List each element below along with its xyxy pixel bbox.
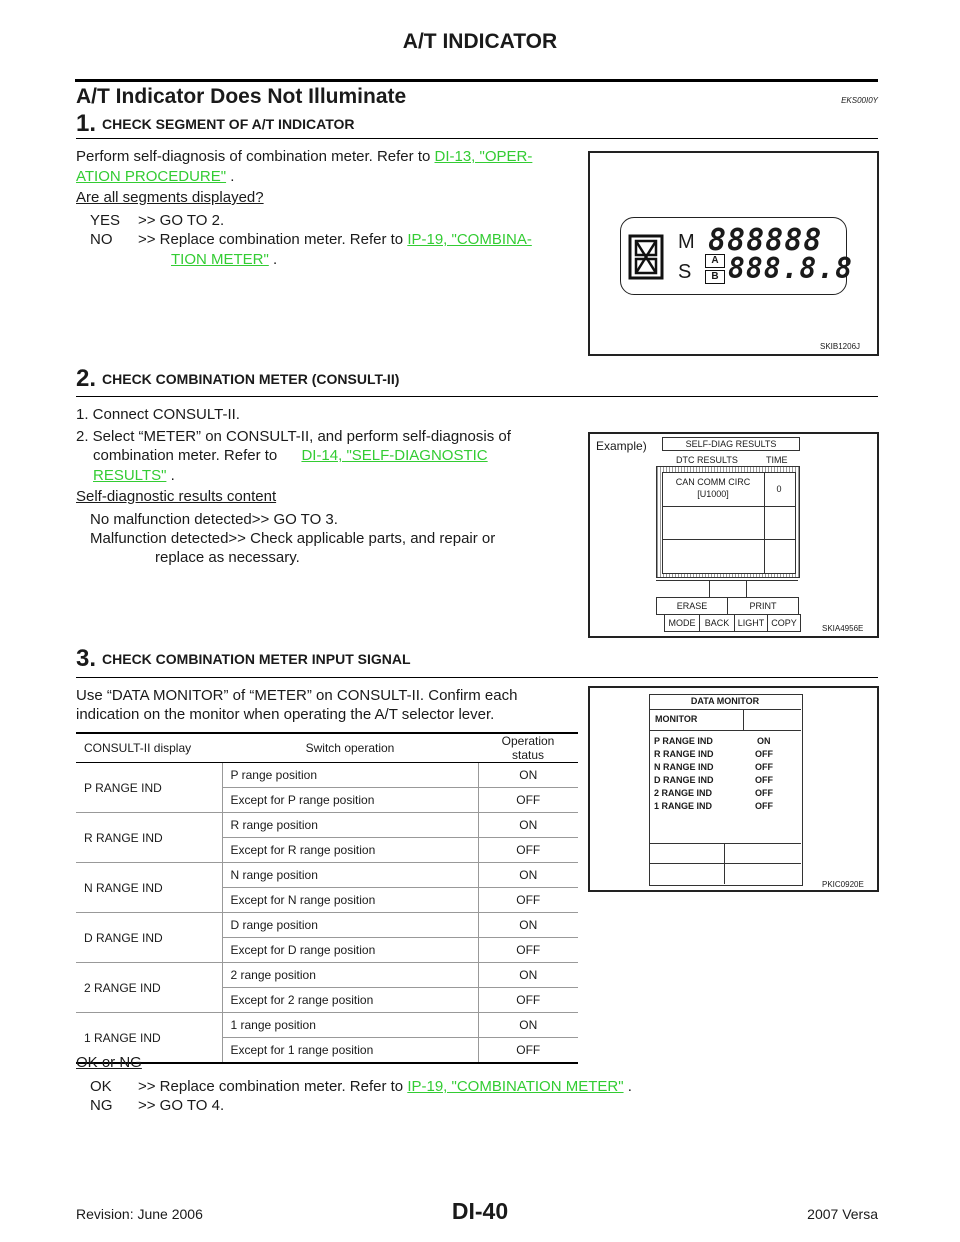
step-3-heading: [76, 645, 411, 673]
page-header-title: A/T INDICATOR: [402, 30, 558, 53]
table-cell-signal: N RANGE IND: [76, 863, 222, 913]
table-cell-status: OFF: [478, 838, 578, 863]
diag-empty-cell-4: [764, 539, 796, 574]
table-cell-switch: 2 range position: [222, 963, 478, 988]
diag-empty-cell-1: [662, 506, 766, 541]
table-cell-switch: Except for R range position: [222, 838, 478, 863]
monitor-title: DATA MONITOR: [690, 696, 760, 706]
monitor-item-name: 1 RANGE IND: [654, 801, 713, 811]
step-1-text-end: .: [226, 168, 235, 185]
step-3-ok-text: [138, 1077, 632, 1097]
table-cell-status: ON: [478, 863, 578, 888]
monitor-item-value: OFF: [755, 775, 773, 785]
table-cell-status: OFF: [478, 788, 578, 813]
diag-dtc-code: [U1000]: [697, 489, 729, 499]
figure-3-code: PKIC0920E: [822, 880, 864, 889]
step-2-item-2-cont: [93, 446, 581, 486]
step-1-yes-key: YES: [90, 212, 121, 229]
link-di13[interactable]: DI-13, "OPER-: [434, 148, 533, 165]
diag-empty-cell-3: [662, 539, 766, 574]
step-1-question: Are all segments displayed?: [76, 189, 264, 206]
monitor-item-name: 2 RANGE IND: [654, 788, 713, 798]
table-cell-status: OFF: [478, 1038, 578, 1064]
table-row: [76, 863, 578, 888]
monitor-button-rule: [649, 843, 801, 844]
step-2-rule: [76, 396, 878, 397]
monitor-item-name: R RANGE IND: [654, 749, 714, 759]
section-code: EKS00I0Y: [841, 96, 878, 105]
table-row: [76, 813, 578, 838]
step-2-ok-text: No malfunction detected>> GO TO 3.: [90, 511, 338, 528]
step-1-rule: [76, 138, 878, 139]
step-2-title: CHECK COMBINATION METER (CONSULT-II): [102, 371, 400, 387]
diag-col-dtc: DTC RESULTS: [676, 455, 738, 465]
table-cell-status: ON: [478, 1013, 578, 1038]
monitor-button-rule-2: [649, 863, 801, 864]
figure-2-code: SKIA4956E: [822, 624, 864, 633]
diag-copy-button[interactable]: COPY: [767, 614, 801, 632]
table-cell-signal: D RANGE IND: [76, 913, 222, 963]
table-row: [76, 763, 578, 788]
step-2-number: 2.: [76, 365, 97, 392]
step-3-ng-text: >> GO TO 4.: [138, 1097, 225, 1114]
diag-back-button[interactable]: BACK: [699, 614, 735, 632]
table-cell-switch: 1 range position: [222, 1013, 478, 1038]
table-cell-status: ON: [478, 913, 578, 938]
table-row: [76, 963, 578, 988]
step-1-title: CHECK SEGMENT OF A/T INDICATOR: [102, 116, 355, 132]
step-3-text: Use “DATA MONITOR” of “METER” on CONSULT-II. Confirm each: [76, 687, 518, 704]
meter-s-label: S: [678, 261, 692, 283]
step-1-text: [76, 147, 581, 187]
table-cell-status: ON: [478, 813, 578, 838]
monitor-item-name: D RANGE IND: [654, 775, 714, 785]
step-3-rule: [76, 677, 878, 678]
step-1-heading: [76, 110, 355, 138]
step-3-text-cont: indication on the monitor when operating the A/T selector lever.: [76, 706, 495, 723]
table-cell-status: OFF: [478, 888, 578, 913]
step-2-ng-text-cont: replace as necessary.: [155, 549, 300, 566]
diag-time-value: 0: [776, 484, 782, 494]
table-header-switch: Switch operation: [222, 733, 478, 763]
table-cell-switch: Except for P range position: [222, 788, 478, 813]
table-cell-switch: D range position: [222, 913, 478, 938]
diag-title: SELF-DIAG RESULTS: [662, 437, 800, 451]
meter-b-badge: B: [705, 270, 725, 284]
monitor-rule: [649, 709, 801, 710]
table-cell-signal: 2 RANGE IND: [76, 963, 222, 1013]
diag-empty-cell-2: [764, 506, 796, 541]
step-1-text-body: Perform self-diagnosis of combination meter. Refer to: [76, 148, 435, 165]
monitor-button-divider: [724, 843, 725, 884]
link-ip19-a-cont[interactable]: TION METER": [171, 251, 269, 268]
table-cell-status: OFF: [478, 988, 578, 1013]
figure-2-example: Example): [596, 439, 647, 453]
table-cell-switch: R range position: [222, 813, 478, 838]
footer-page-number: DI-40: [451, 1198, 509, 1224]
step-2-item-2-end: .: [166, 467, 175, 484]
footer-revision: Revision: June 2006: [76, 1206, 203, 1222]
meter-top-digits: 888888: [708, 223, 823, 258]
table-row: [76, 1013, 578, 1038]
table-cell-signal: R RANGE IND: [76, 813, 222, 863]
table-header-status: Operation status: [478, 733, 578, 763]
step-1-no-key: NO: [90, 231, 113, 248]
table-row: [76, 913, 578, 938]
diag-light-button[interactable]: LIGHT: [734, 614, 768, 632]
table-header-display: CONSULT-II display: [76, 733, 222, 763]
step-2-ng-text: Malfunction detected>> Check applicable parts, and repair or: [90, 530, 496, 547]
table-cell-switch: Except for D range position: [222, 938, 478, 963]
diag-col-time: TIME: [766, 455, 788, 465]
monitor-item-value: ON: [757, 736, 771, 746]
monitor-divider: [743, 709, 744, 730]
monitor-item-value: OFF: [755, 749, 773, 759]
diag-dtc-name: CAN COMM CIRC: [675, 477, 751, 487]
diag-erase-button[interactable]: ERASE: [656, 597, 728, 615]
monitor-item-value: OFF: [755, 788, 773, 798]
step-2-item-2-body: combination meter. Refer to: [93, 447, 282, 464]
monitor-item-value: OFF: [755, 801, 773, 811]
monitor-item-name: N RANGE IND: [654, 762, 714, 772]
monitor-rule-2: [649, 730, 801, 731]
step-3-ok-body: >> Replace combination meter. Refer to: [138, 1078, 408, 1095]
table-header-row: [76, 733, 578, 763]
step-2-item-2: 2. Select “METER” on CONSULT-II, and perform self-diagnosis of: [76, 428, 511, 445]
step-2-item-1: 1. Connect CONSULT-II.: [76, 406, 240, 423]
meter-bottom-digits: 888.8.8: [728, 252, 854, 285]
step-1-no-body: >> Replace combination meter. Refer to: [138, 231, 408, 248]
step-3-ng-key: NG: [90, 1097, 113, 1114]
link-ip19-a[interactable]: IP-19, "COMBINA-: [407, 231, 532, 248]
table-cell-status: ON: [478, 763, 578, 788]
header-rule: [75, 79, 878, 82]
gear-segment-icon: [628, 234, 666, 282]
table-cell-switch: Except for 1 range position: [222, 1038, 478, 1064]
footer-model: 2007 Versa: [807, 1206, 878, 1222]
step-1-no-text: [138, 230, 583, 270]
step-3-title: CHECK COMBINATION METER INPUT SIGNAL: [102, 651, 411, 667]
diag-mode-button[interactable]: MODE: [664, 614, 700, 632]
monitor-label: MONITOR: [655, 714, 698, 724]
step-2-heading: [76, 365, 399, 393]
meter-a-badge: A: [705, 254, 725, 268]
table-cell-status: ON: [478, 963, 578, 988]
step-3-result: OK or NG: [76, 1054, 142, 1071]
table-cell-signal: P RANGE IND: [76, 763, 222, 813]
figure-1-code: SKIB1206J: [820, 342, 861, 351]
table-cell-switch: Except for 2 range position: [222, 988, 478, 1013]
meter-m-label: M: [678, 231, 695, 253]
link-ip19-b[interactable]: IP-19, "COMBINATION METER": [407, 1078, 624, 1095]
step-1-no-end: .: [268, 251, 278, 268]
link-di14[interactable]: DI-14, "SELF-DIAGNOSTIC: [301, 447, 488, 464]
step-2-subheading: Self-diagnostic results content: [76, 488, 277, 505]
step-3-ok-end: .: [623, 1078, 632, 1095]
step-1-number: 1.: [76, 110, 97, 137]
step-3-ok-key: OK: [90, 1078, 112, 1095]
step-1-yes-text: >> GO TO 2.: [138, 212, 225, 229]
link-di13-cont[interactable]: ATION PROCEDURE": [76, 168, 227, 185]
table-cell-status: OFF: [478, 938, 578, 963]
section-title: A/T Indicator Does Not Illuminate: [76, 85, 407, 108]
monitor-item-value: OFF: [755, 762, 773, 772]
step-3-number: 3.: [76, 645, 97, 672]
link-di14-cont[interactable]: RESULTS": [93, 467, 167, 484]
monitor-item-name: P RANGE IND: [654, 736, 713, 746]
table-cell-switch: Except for N range position: [222, 888, 478, 913]
range-indicator-table: [76, 732, 578, 1064]
table-cell-switch: P range position: [222, 763, 478, 788]
table-cell-switch: N range position: [222, 863, 478, 888]
diag-print-button[interactable]: PRINT: [727, 597, 799, 615]
diag-spacer-row: [656, 580, 798, 598]
table-cell-signal: 1 RANGE IND: [76, 1013, 222, 1064]
